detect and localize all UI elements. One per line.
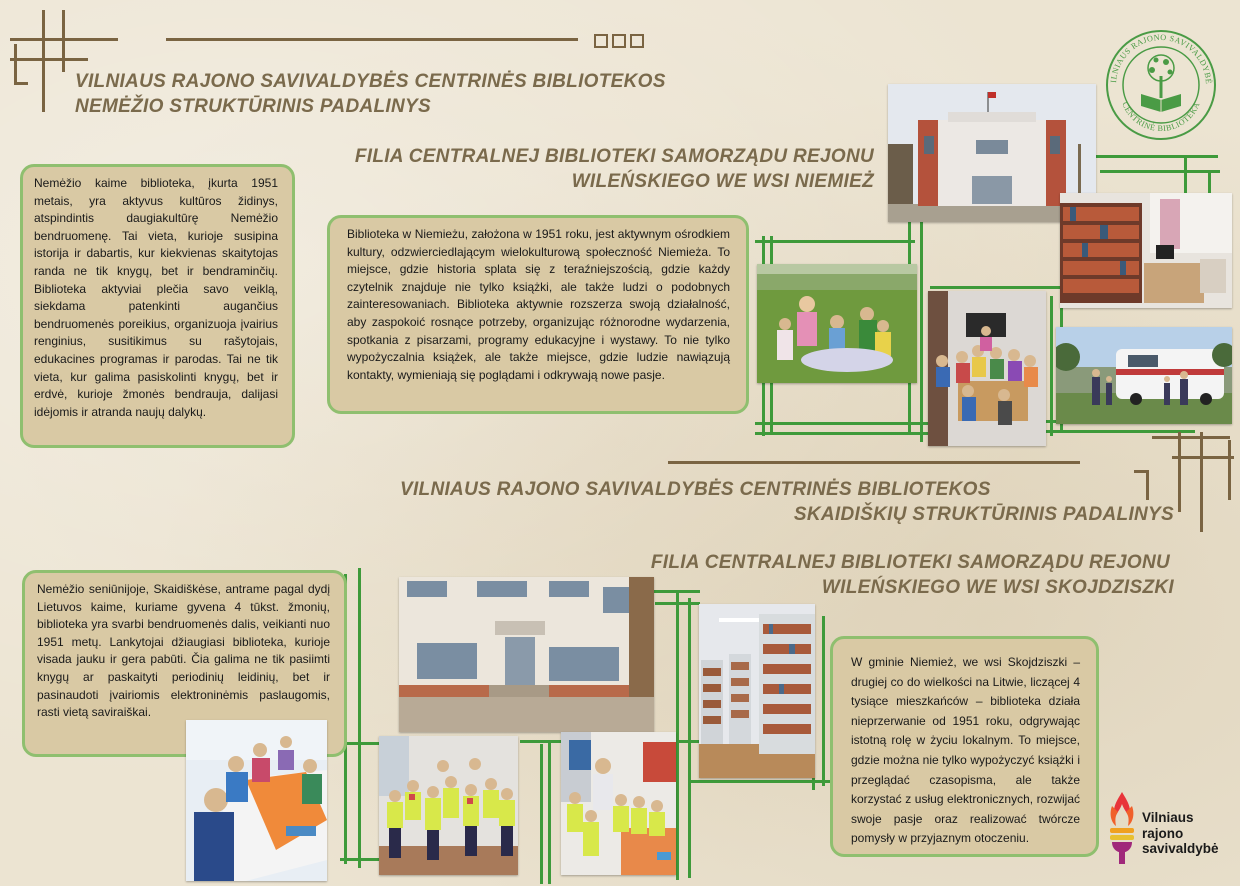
flame-icon (1106, 788, 1138, 866)
photo-children-drawing (186, 720, 327, 881)
section2-heading-pl: FILIA CENTRALNEJ BIBLIOTEKI SAMORZĄDU REJONU WILEŃSKIEGO WE WSI SKOJDZISZKI (650, 552, 1174, 598)
section1-heading-pl: FILIA CENTRALNEJ BIBLIOTEKI SAMORZĄDU REJONU WILEŃSKIEGO WE WSI NIEMIEŻ (354, 146, 874, 192)
library-logo (1104, 28, 1218, 142)
section2-heading-lt: VILNIAUS RAJONO SAVIVALDYBĖS CENTRINĖS BIBLIOTEKOS SKAIDIŠKIŲ STRUKTŪRINIS PADALINYS (400, 479, 1174, 525)
photo-children-vests-group (379, 736, 518, 875)
section1-text-lt: Nemėžio kaime biblioteka, įkurta 1951 metais, yra aktyvus kultūros židinys, atspindintis daugiakultūrę Nemėžio bendruomenę. Tai vieta, kurioje susipina istorija ir dabartis, kur kiekvienas skaitytojas randa ne tik knygų, bet ir bendraminčių. Biblioteka aktyviai plečia savo veiklą, siekdama patenkinti augančius bendruomenės poreikius, organizuoja įvairius renginius, susitikimus su rašytojais, edukacines programas ir parodas. Tai ne tik vieta, kur galima pasiskolinti knygų, bet ir erdvė, kurioje žmonės bendrauja, dalijasi idėjomis ir atranda naujų dalykų. (20, 164, 295, 448)
section1-heading-lt: VILNIAUS RAJONO SAVIVALDYBĖS CENTRINĖS BIBLIOTEKOS NEMĖŽIO STRUKTŪRINIS PADALINYS (75, 71, 666, 117)
photo-library-shelves-skojdziszki (699, 604, 815, 778)
svg-text:VILNIAUS RAJONO SAVIVALDYBĖS (1104, 28, 1213, 85)
photo-reading-room-niemiez (1060, 193, 1232, 308)
photo-building-skojdziszki (399, 577, 654, 732)
municipality-name-line3: savivaldybė (1142, 841, 1219, 856)
top-divider-line (166, 38, 578, 41)
section2-text-pl: W gminie Niemież, we wsi Skojdziszki – drugiej co do wielkości na Litwie, liczącej 4 tysiące mieszkańców – biblioteka działa nieprzerwanie od 1951 roku, odgrywając istotną rolę w życiu lokalnym. To miejsce, gdzie można nie tylko wypożyczyć książki i przeglądać czasopisma, ale także korzystać z usług elektronicznych, rozwijać swoje pasje oraz realizować twórcze pomysły w przyjaznym otoczeniu. (830, 636, 1099, 857)
photo-children-picnic (757, 264, 917, 383)
logo-ring-bottom-text: CENTRINĖ BIBLIOTEKA (1120, 100, 1202, 134)
logo-ring-top-text: ILNIAUS RAJONO SAVIVALDYBĖ (1109, 32, 1214, 85)
photo-children-librarian (561, 732, 676, 875)
photo-children-classroom (928, 291, 1046, 446)
photo-library-bus-event (1056, 327, 1232, 424)
middle-divider-line (668, 461, 1080, 464)
tree-book-icon (1141, 55, 1181, 112)
municipality-logo (1106, 788, 1236, 868)
municipality-name-line1: Vilniaus (1142, 810, 1194, 825)
municipality-name-line2: rajono (1142, 825, 1184, 841)
section1-text-pl: Biblioteka w Niemieżu, założona w 1951 roku, jest aktywnym ośrodkiem kultury, odzwierciedlającym wielokulturową społeczność Niemieża. To miejsce, gdzie historia splata się z teraźniejszością, gdzie każdy czytelnik znajduje nie tylko książki, ale także ludzi o podobnych zainteresowaniach. Biblioteka aktywnie rozszerza swoją działalność, aby zaspokoić rosnące potrzeby, organizując różnorodne wydarzenia, spotkania z pisarzami, programy edukacyjne i wystawy. To nie tylko wypożyczalnia książek, ale także miejsce, gdzie ludzie nawiązują kontakty, wymieniają się poglądami i odkrywają nowe pasje. (327, 215, 749, 414)
section2-text-lt: Nemėžio seniūnijoje, Skaidiškėse, antrame pagal dydį Lietuvos kaime, kuriame gyvena 4 tūkst. žmonių, biblioteka yra svarbi bendruomenės dalis, veikianti nuo 1951 metų. Lankytojai džiaugiasi biblioteka, kurioje visada jauku ir gera pabūti. Čia galima ne tik pasiimti knygų ar paskaityti periodinių leidinių, bet ir pasinaudoti įvairiomis elektroninėmis paslaugomis, rasti vietą saviraiškai. (22, 570, 347, 757)
